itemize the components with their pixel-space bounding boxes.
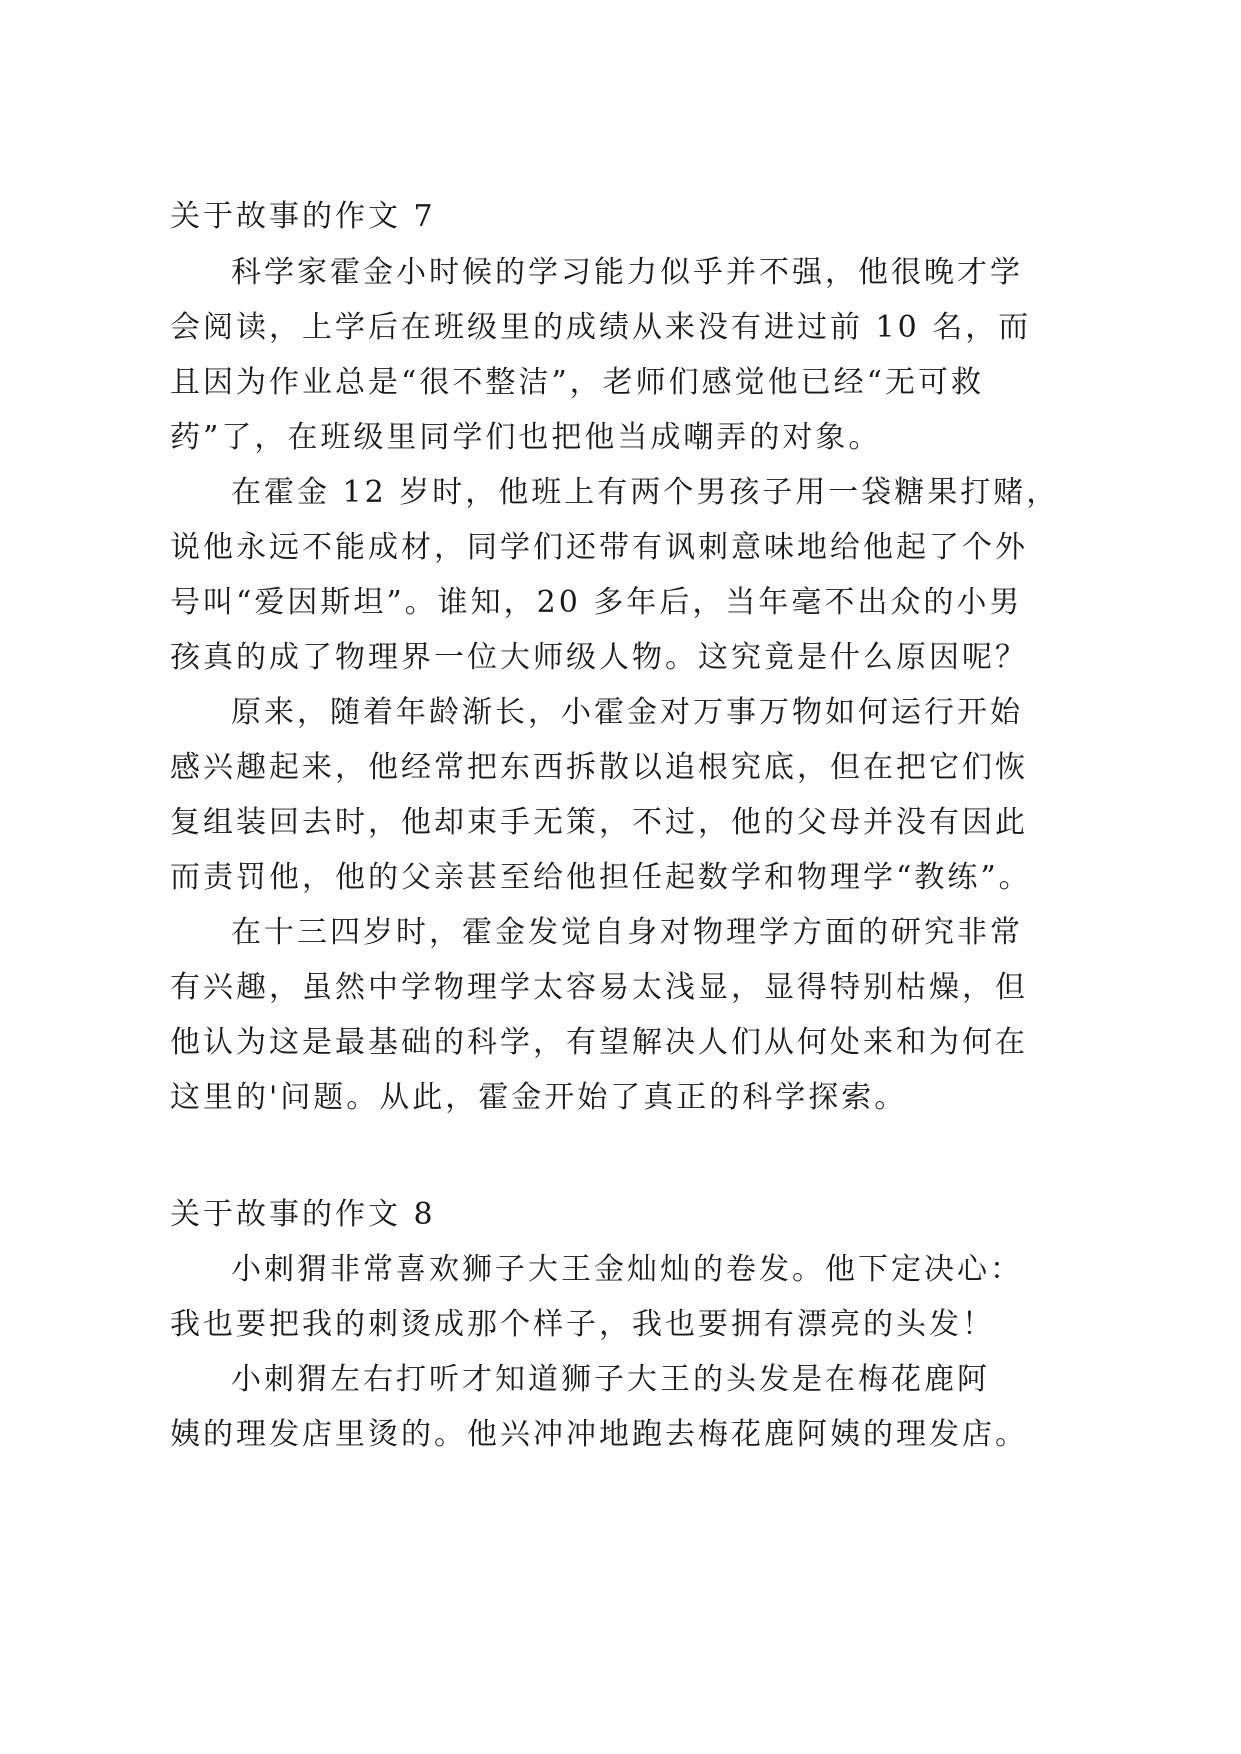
paragraph-line: 他认为这是最基础的科学，有望解决人们从何处来和为何在: [170, 1025, 1028, 1060]
paragraph-line: 且因为作业总是“很不整洁”，老师们感觉他已经“无可救: [170, 365, 985, 400]
paragraph-line: 在霍金 12 岁时，他班上有两个男孩子用一袋糖果打赌，: [231, 475, 1060, 510]
paragraph-line: 科学家霍金小时候的学习能力似乎并不强，他很晚才学: [231, 255, 1023, 290]
paragraph-line: 小刺猬左右打听才知道狮子大王的头发是在梅花鹿阿: [231, 1362, 990, 1397]
paragraph-line: 药”了，在班级里同学们也把他当成嘲弄的对象。: [170, 420, 882, 455]
section-heading: 关于故事的作文 8: [170, 1197, 436, 1232]
paragraph-line: 这里的'问题。从此，霍金开始了真正的科学探索。: [170, 1080, 908, 1115]
paragraph-line: 感兴趣起来，他经常把东西拆散以追根究底，但在把它们恢: [170, 750, 1028, 785]
paragraph-line: 有兴趣，虽然中学物理学太容易太浅显，显得特别枯燥，但: [170, 970, 1028, 1005]
paragraph-line: 复组装回去时，他却束手无策，不过，他的父母并没有因此: [170, 805, 1028, 840]
paragraph-line: 说他永远不能成材，同学们还带有讽刺意味地给他起了个外: [170, 530, 1028, 565]
paragraph-line: 姨的理发店里烫的。他兴冲冲地跑去梅花鹿阿姨的理发店。: [170, 1417, 1028, 1452]
paragraph-line: 我也要把我的刺烫成那个样子，我也要拥有漂亮的头发！: [170, 1307, 995, 1342]
paragraph-line: 原来，随着年龄渐长，小霍金对万事万物如何运行开始: [231, 695, 1023, 730]
paragraph-line: 小刺猬非常喜欢狮子大王金灿灿的卷发。他下定决心：: [231, 1252, 1023, 1287]
paragraph-line: 在十三四岁时，霍金发觉自身对物理学方面的研究非常: [231, 915, 1023, 950]
paragraph-line: 会阅读，上学后在班级里的成绩从来没有进过前 10 名，而: [170, 310, 1032, 345]
paragraph-line: 号叫“爱因斯坦”。谁知，20 多年后，当年毫不出众的小男: [170, 585, 1023, 620]
paragraph-line: 孩真的成了物理界一位大师级人物。这究竟是什么原因呢？: [170, 640, 1028, 675]
section-heading: 关于故事的作文 7: [170, 199, 436, 234]
paragraph-line: 而责罚他，他的父亲甚至给他担任起数学和物理学“教练”。: [170, 860, 1032, 895]
